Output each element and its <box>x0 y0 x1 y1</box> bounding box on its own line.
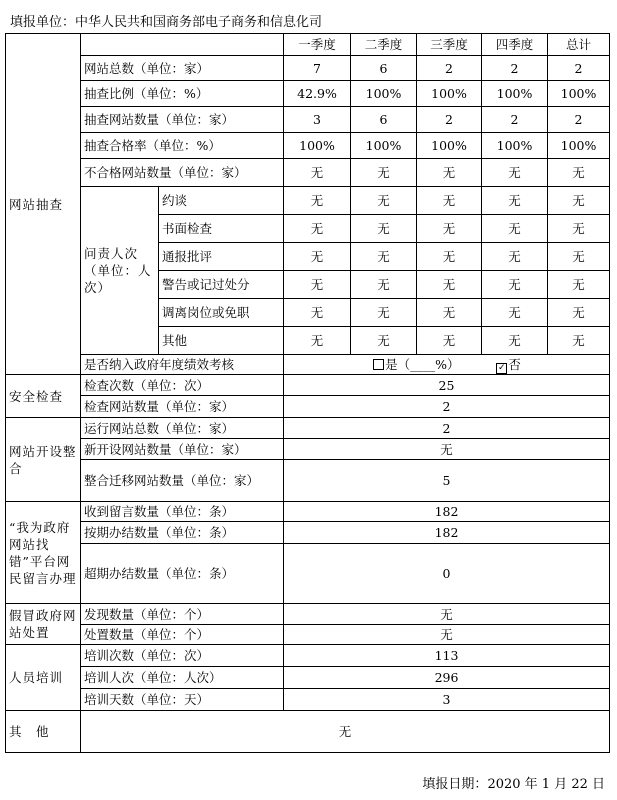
reporting-unit-name: 中华人民共和国商务部电子商务和信息化司 <box>75 15 323 30</box>
value-cell: 无 <box>548 327 610 355</box>
value-cell: 3 <box>284 107 351 133</box>
row-label: 抽查网站数量（单位：家） <box>81 107 284 133</box>
table-row <box>6 460 610 502</box>
value-cell: 无 <box>548 243 610 271</box>
section-title-error-report: “我为政府网站找错”平台网民留言办理 <box>6 502 81 604</box>
yes-option-label: 是（____%） <box>385 356 460 372</box>
value-cell: 42.9% <box>284 81 351 107</box>
value-cell: 无 <box>284 299 351 327</box>
value-cell: 无 <box>548 187 610 215</box>
row-label: 警告或记过处分 <box>159 271 284 299</box>
value-cell: 25 <box>284 375 610 396</box>
table-row <box>6 667 610 689</box>
value-cell: 100% <box>417 133 482 159</box>
assessment-row <box>6 355 610 375</box>
value-cell: 2 <box>482 107 548 133</box>
table-row <box>6 711 610 753</box>
value-cell: 2 <box>548 107 610 133</box>
table-row <box>6 107 610 133</box>
value-cell: 无 <box>284 159 351 187</box>
header-q3: 三季度 <box>417 34 482 56</box>
table-row <box>6 375 610 396</box>
value-cell: 无 <box>482 271 548 299</box>
value-cell: 2 <box>284 418 610 439</box>
row-label: 其他 <box>159 327 284 355</box>
value-cell: 无 <box>284 604 610 625</box>
row-label: 新开设网站数量（单位：家） <box>81 439 284 460</box>
value-cell: 无 <box>417 299 482 327</box>
value-cell: 无 <box>482 159 548 187</box>
table-header-row <box>6 34 610 56</box>
table-row <box>6 645 610 667</box>
value-cell: 无 <box>482 243 548 271</box>
table-row <box>6 439 610 460</box>
value-cell: 100% <box>482 133 548 159</box>
table-row <box>6 159 610 187</box>
value-cell: 100% <box>417 81 482 107</box>
reporting-date-value: 2020 年 1 月 22 日 <box>487 777 605 792</box>
header-q1: 一季度 <box>284 34 351 56</box>
row-label: 收到留言数量（单位：条） <box>81 502 284 522</box>
value-cell: 182 <box>284 502 610 522</box>
value-cell: 无 <box>548 271 610 299</box>
row-label: 超期办结数量（单位：条） <box>81 544 284 604</box>
header-q4: 四季度 <box>482 34 548 56</box>
header-total: 总计 <box>548 34 610 56</box>
table-row <box>6 418 610 439</box>
value-cell: 100% <box>351 81 417 107</box>
row-label: 抽查合格率（单位：%） <box>81 133 284 159</box>
row-label: 培训次数（单位：次） <box>81 645 284 667</box>
section-title-security: 安全检查 <box>6 375 81 418</box>
row-label: 抽查比例（单位：%） <box>81 81 284 107</box>
reporting-date <box>422 773 605 792</box>
row-label: 检查次数（单位：次） <box>81 375 284 396</box>
yes-checkbox[interactable] <box>373 359 384 370</box>
row-label: 约谈 <box>159 187 284 215</box>
reporting-date-label: 填报日期： <box>422 777 488 792</box>
value-cell: 无 <box>284 271 351 299</box>
section-title-training: 人员培训 <box>6 645 81 711</box>
row-label: 网站总数（单位：家） <box>81 56 284 81</box>
table-row <box>6 396 610 418</box>
section-title-integration: 网站开设整合 <box>6 418 81 502</box>
row-label: 处置数量（单位：个） <box>81 625 284 645</box>
table-row <box>6 689 610 711</box>
table-row <box>6 81 610 107</box>
row-label: 书面检查 <box>159 215 284 243</box>
value-cell: 2 <box>284 396 610 418</box>
reporting-unit-label: 填报单位： <box>10 15 76 30</box>
value-cell: 0 <box>284 544 610 604</box>
value-cell: 100% <box>482 81 548 107</box>
value-cell: 100% <box>284 133 351 159</box>
header-blank-cell <box>81 34 284 56</box>
table-row <box>6 502 610 522</box>
value-cell: 2 <box>417 107 482 133</box>
value-cell: 3 <box>284 689 610 711</box>
value-cell: 无 <box>284 327 351 355</box>
row-label: 调离岗位或免职 <box>159 299 284 327</box>
value-cell: 无 <box>417 271 482 299</box>
row-label: 通报批评 <box>159 243 284 271</box>
value-cell: 无 <box>284 243 351 271</box>
assessment-options <box>284 355 610 375</box>
value-cell: 无 <box>284 215 351 243</box>
value-cell: 无 <box>482 187 548 215</box>
value-cell: 无 <box>417 243 482 271</box>
website-supervision-table <box>5 33 610 753</box>
reporting-unit <box>10 11 322 30</box>
table-row <box>6 187 610 215</box>
value-cell: 无 <box>482 299 548 327</box>
value-cell: 无 <box>417 159 482 187</box>
table-row <box>6 604 610 625</box>
value-cell: 5 <box>284 460 610 502</box>
value-cell: 无 <box>482 215 548 243</box>
value-cell: 无 <box>351 187 417 215</box>
row-label: 运行网站总数（单位：家） <box>81 418 284 439</box>
value-cell: 无 <box>351 327 417 355</box>
value-cell: 无 <box>548 299 610 327</box>
value-cell: 无 <box>284 187 351 215</box>
row-label: 不合格网站数量（单位：家） <box>81 159 284 187</box>
value-cell: 无 <box>417 215 482 243</box>
section-title-fake-sites: 假冒政府网站处置 <box>6 604 81 645</box>
value-cell: 无 <box>284 439 610 460</box>
value-cell: 2 <box>548 56 610 81</box>
value-cell: 100% <box>548 133 610 159</box>
row-label: 发现数量（单位：个） <box>81 604 284 625</box>
value-cell: 无 <box>548 159 610 187</box>
value-cell: 无 <box>482 327 548 355</box>
table-row <box>6 133 610 159</box>
value-cell: 无 <box>417 187 482 215</box>
value-cell: 100% <box>351 133 417 159</box>
value-cell: 113 <box>284 645 610 667</box>
row-label: 检查网站数量（单位：家） <box>81 396 284 418</box>
value-cell: 100% <box>548 81 610 107</box>
table-row <box>6 56 610 81</box>
section-title-other: 其 他 <box>6 711 81 753</box>
value-cell: 无 <box>417 327 482 355</box>
table-row <box>6 544 610 604</box>
value-cell: 296 <box>284 667 610 689</box>
table-row <box>6 522 610 544</box>
row-label: 培训天数（单位：天） <box>81 689 284 711</box>
value-cell: 6 <box>351 107 417 133</box>
no-checkbox[interactable]: ✓ <box>498 362 506 373</box>
table-row <box>6 625 610 645</box>
value-cell: 无 <box>81 711 610 753</box>
value-cell: 无 <box>351 159 417 187</box>
value-cell: 182 <box>284 522 610 544</box>
header-q2: 二季度 <box>351 34 417 56</box>
value-cell: 无 <box>351 271 417 299</box>
accountability-title: 问责人次（单位：人次） <box>81 187 159 355</box>
value-cell: 无 <box>351 243 417 271</box>
row-label: 按期办结数量（单位：条） <box>81 522 284 544</box>
value-cell: 2 <box>417 56 482 81</box>
value-cell: 无 <box>351 299 417 327</box>
value-cell: 无 <box>548 215 610 243</box>
no-option-label: 否 <box>508 356 521 372</box>
value-cell: 无 <box>284 625 610 645</box>
assessment-label: 是否纳入政府年度绩效考核 <box>81 355 284 375</box>
value-cell: 6 <box>351 56 417 81</box>
value-cell: 7 <box>284 56 351 81</box>
row-label: 培训人次（单位：人次） <box>81 667 284 689</box>
value-cell: 无 <box>351 215 417 243</box>
section-title-spot-check: 网站抽查 <box>6 34 81 375</box>
value-cell: 2 <box>482 56 548 81</box>
row-label: 整合迁移网站数量（单位：家） <box>81 460 284 502</box>
